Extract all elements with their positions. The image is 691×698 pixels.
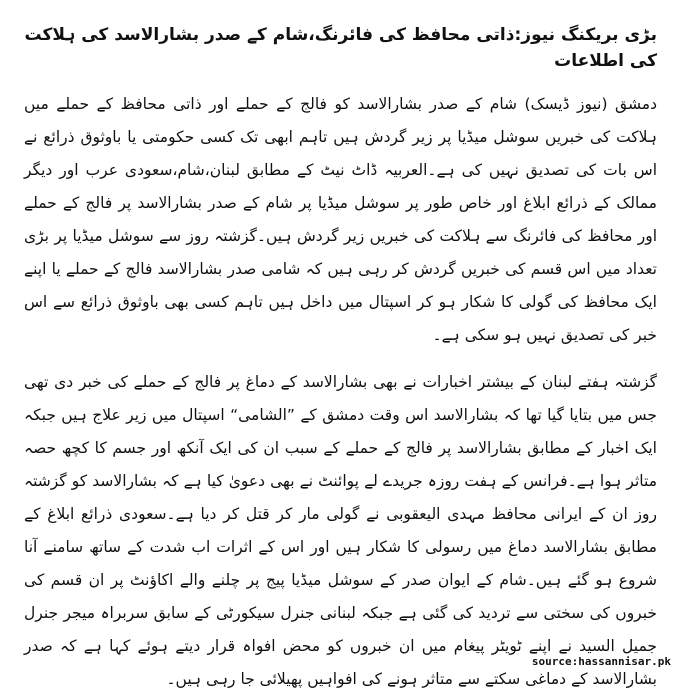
article-paragraph-1: دمشق (نیوز ڈیسک) شام کے صدر بشارالاسد کو فالج کے حملے اور ذاتی محافظ کے حملے میں ہلاکت کی خبریں سوشل میڈیا پر زیر گردش ہیں تاہم ابھی تک کسی حکومتی یا باوثوق ذرائع نے اس بات کی تصدیق نہیں کی ہے۔العربیہ ڈاٹ نیٹ کے مطابق لبنان،شام،سعودی عرب اور دیگر ممالک کے ذرائع ابلاغ اور خاص طور پر سوشل میڈیا پر شام کے صدر بشارالاسد پر فالج کے حملے اور محافظ کی فائرنگ سے ہلاکت کی خبریں زیر گردش ہیں۔گزشتہ روز سے سوشل میڈیا پر بڑی تعداد میں اس قسم کی خبریں گردش کر رہی ہیں کہ شامی صدر بشارالاسد فالج کے حملے یا اپنے ایک محافظ کی گولی کا شکار ہو کر اسپتال میں داخل ہیں تاہم کسی بھی باوثوق ذرائع سے اس خبر کی تصدیق نہیں ہو سکی ہے۔ (24, 95, 657, 344)
article-paragraph-2: گزشتہ ہفتے لبنان کے بیشتر اخبارات نے بھی بشارالاسد کے دماغ پر فالج کے حملے کی خبر دی تھی جس میں بتایا گیا تھا کہ بشارالاسد اس وقت دمشق کے ”الشامی“ اسپتال میں زیر علاج ہیں جبکہ ایک اخبار کے مطابق بشارالاسد پر فالج کے حملے کے سبب ان کی ایک آنکھ اور جسم کا کچھ حصہ متاثر ہوا ہے۔فرانس کے ہفت روزہ جریدے لے پوائنٹ نے بھی دعویٰ کیا ہے کہ بشارالاسد کو گزشتہ روز ان کے ایرانی محافظ مہدی الیعقوبی نے گولی مار کر قتل کر دیا ہے۔سعودی ذرائع ابلاغ کے مطابق بشارالاسد دماغ میں رسولی کا شکار ہیں اور اس کے اثرات اب شدت کے ساتھ سامنے آنا شروع ہو گئے ہیں۔شام کے ایوان صدر کے سوشل میڈیا پیج پر چلنے والے اکاؤنٹ پر ان قسم کی خبروں کی سختی سے تردید کی گئی ہے جبکہ لبنانی جنرل سیکورٹی کے سابق سربراہ میجر جنرل جمیل السید نے اپنے ٹویٹر پیغام میں ان خبروں کو محض افواہ قرار دیتے ہوئے کہا ہے کہ صدر بشارالاسد کے دماغی سکتے سے متاثر ہونے کی افواہیں پھیلائی جا رہی ہیں۔ (24, 373, 657, 688)
article-headline: بڑی بریکنگ نیوز:ذاتی محافظ کی فائرنگ،شام کے صدر بشارالاسد کی ہلاکت کی اطلاعات (24, 25, 657, 71)
source-credit: source:hassannisar.pk (531, 655, 671, 668)
